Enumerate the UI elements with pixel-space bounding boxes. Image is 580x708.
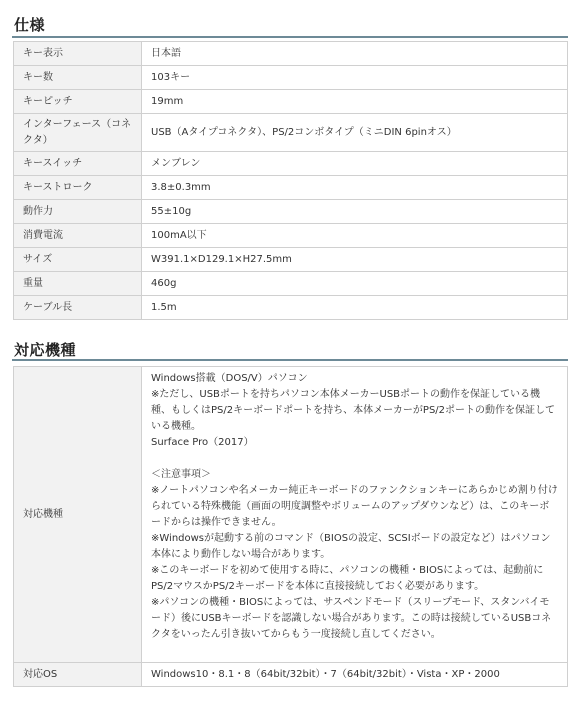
row-label: キー数 — [14, 66, 142, 90]
table-row — [14, 367, 568, 663]
spec-section-rule — [12, 36, 568, 38]
table-row — [14, 90, 568, 114]
table-row — [14, 176, 568, 200]
row-value: W391.1×D129.1×H27.5mm — [142, 248, 568, 272]
row-value: 55±10g — [142, 200, 568, 224]
row-label: ケーブル長 — [14, 296, 142, 320]
row-value: 19mm — [142, 90, 568, 114]
row-value: メンブレン — [142, 152, 568, 176]
row-label: キーピッチ — [14, 90, 142, 114]
row-label: インターフェース（コネクタ） — [14, 114, 142, 152]
spec-section-title: 仕様 — [14, 16, 46, 34]
table-row — [14, 248, 568, 272]
row-label: キー表示 — [14, 42, 142, 66]
row-value: 日本語 — [142, 42, 568, 66]
row-label: 消費電流 — [14, 224, 142, 248]
row-value: 460g — [142, 272, 568, 296]
row-label: 重量 — [14, 272, 142, 296]
row-label: 対応OS — [14, 663, 142, 687]
row-value: Windows10・8.1・8（64bit/32bit）・7（64bit/32bit）・Vista・XP・2000 — [142, 663, 568, 687]
row-value: 100mA以下 — [142, 224, 568, 248]
row-value: Windows搭載（DOS/V）パソコン ※ただし、USBポートを持ちパソコン本体メーカーUSBポートの動作を保証している機種、もしくはPS/2キーボードポートを持ち、本体メーカーがPS/2ポートの動作を保証している機種。 Surface Pro（2017） ＜注意事項＞ ※ノートパソコンや名メーカー純正キーボードのファンクションキーにあらかじめ割り付けられている特殊機能（画面の明度調整やボリュームのアップダウンなど）は、このキーボードからは操作できません。 ※Windowsが起動する前のコマンド（BIOSの設定、SCSIボードの設定など）はパソコン本体により動作しない場合があります。 ※このキーボードを初めて使用する時に、パソコンの機種・BIOSによっては、起動前にPS/2マウスかPS/2キーボードを本体に直接接続しておく必要があります。 ※パソコンの機種・BIOSによっては、サスペンドモード（スリープモード、スタンバイモード）後にUSBキーボードを認識しない場合があります。この時は接続しているUSBコネクタをいったん引き抜いてからもう一度接続し直してください。 — [142, 367, 568, 663]
table-row — [14, 66, 568, 90]
table-row — [14, 42, 568, 66]
compat-section-title: 対応機種 — [14, 341, 77, 359]
table-row — [14, 663, 568, 687]
row-value: 1.5m — [142, 296, 568, 320]
table-row — [14, 200, 568, 224]
compat-section-rule — [12, 359, 568, 361]
row-label: キースイッチ — [14, 152, 142, 176]
row-label: キーストローク — [14, 176, 142, 200]
table-row — [14, 224, 568, 248]
spec-table — [13, 41, 568, 320]
table-row — [14, 272, 568, 296]
row-label: 対応機種 — [14, 367, 142, 663]
row-value: 3.8±0.3mm — [142, 176, 568, 200]
row-label: サイズ — [14, 248, 142, 272]
table-row — [14, 296, 568, 320]
row-value: USB（Aタイプコネクタ）、PS/2コンボタイプ（ミニDIN 6pinオス） — [142, 114, 568, 152]
row-value: 103キー — [142, 66, 568, 90]
table-row — [14, 152, 568, 176]
table-row — [14, 114, 568, 152]
compat-table — [13, 366, 568, 687]
row-label: 動作力 — [14, 200, 142, 224]
